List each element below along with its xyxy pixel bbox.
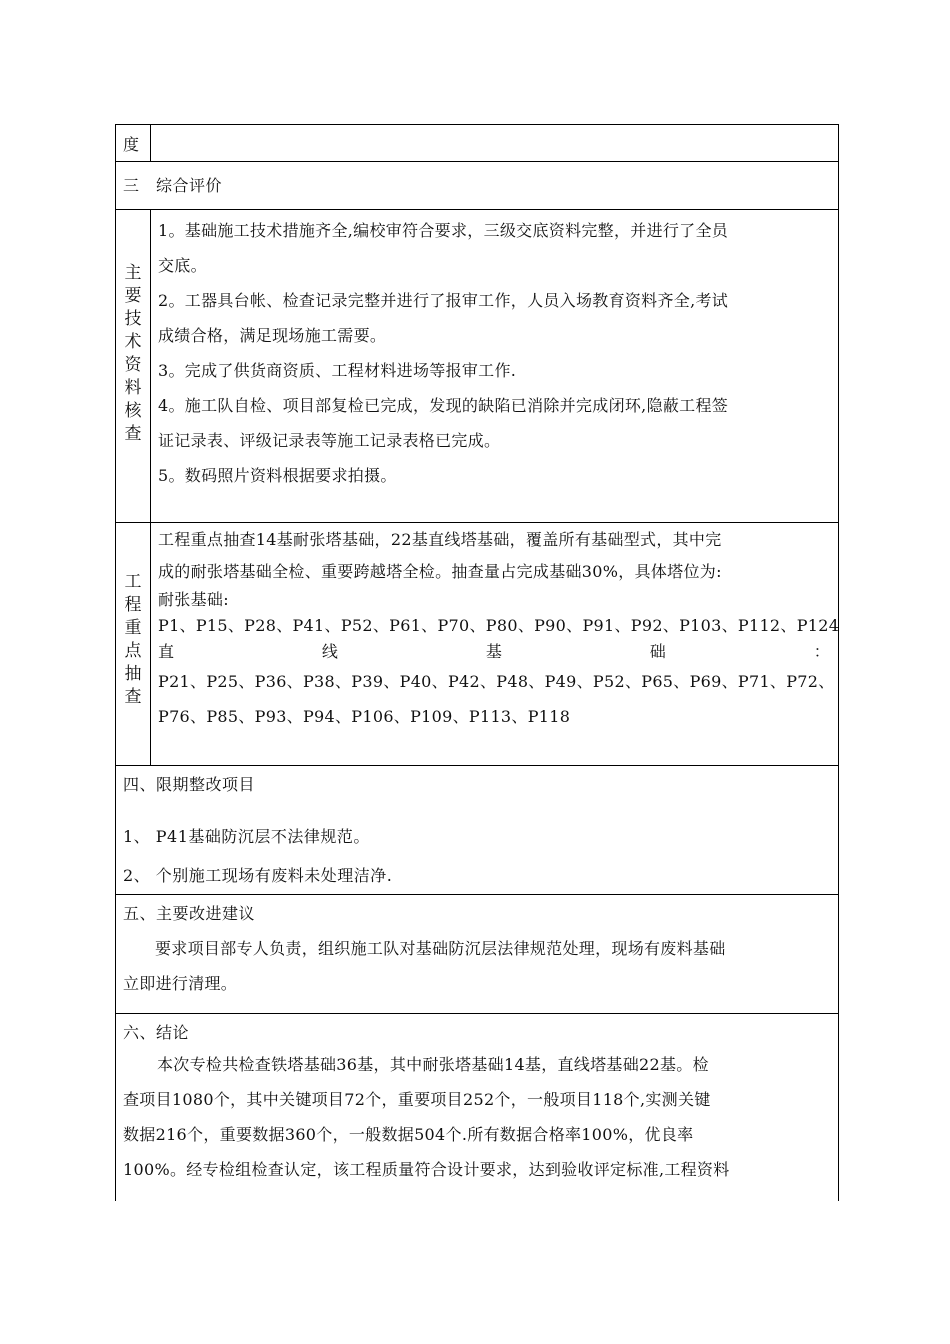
row-du [116,125,838,162]
spot-check-content: 工程重点抽查14基耐张塔基础，22基直线塔基础，覆盖所有基础型式，其中完 成的耐张塔基础全检、重要跨越塔全检。抽查量占完成基础30%，具体塔位为: 耐张基础: P1、P15、P28、P41、P52、P61、P70、P80、P90、P91、P92、P103、P112、P124 直 线 基 础 ： P21、P25、P36、P38、P39、P40、P42、P48、P49、P52、P65、P69、P71、P72、 P76、P85、P93、P94、P106、P109、P113、P118 [158,530,840,726]
section6-title: 六、结论 [123,1023,190,1042]
section6-content: 本次专检共检查铁塔基础36基，其中耐张塔基础14基，直线塔基础22基。检 查项目1080个，其中关键项目72个，重要项目252个，一般项目118个,实测关键 数据216个，重要数据360个，一般数据504个.所有数据合格率100%，优良率 100%。经专检组检查认定，该工程质量符合设计要求，达到验收评定标准,工程资料 [123,1055,730,1179]
tech-review-row [116,210,838,523]
section5-row [116,895,838,1014]
section3-title: 三 综合评价 [123,176,223,195]
evaluation-table [115,124,839,1201]
section4-item-1: 1、 P41基础防沉层不法律规范。 [123,827,370,846]
row-du-label: 度 [123,135,140,154]
section6-row [116,1014,838,1200]
section4-title: 四、限期整改项目 [123,775,256,794]
section4-row [116,766,838,895]
tech-review-label: 主 要 技 术 资 料 核 查 [124,263,142,444]
spot-check-row [116,523,838,766]
straight-line-heading: 直 线 基 础 ： [158,642,830,661]
section5-title: 五、主要改进建议 [123,904,256,923]
section4-item-2: 2、 个别施工现场有废料未处理洁净. [123,866,393,885]
tech-review-content: 1。基础施工技术措施齐全,编校审符合要求，三级交底资料完整，并进行了全员 交底。 2。工器具台帐、检查记录完整并进行了报审工作，人员入场教育资料齐全,考试 成绩合格，满足现场施工需要。 3。完成了供货商资质、工程材料进场等报审工作. 4。施工队自检、项目部复检已完成，发现的缺陷已消除并完成闭环,隐蔽工程签 证记录表、评级记录表等施工记录表格已完成。 5。数码照片资料根据要求拍摄。 [158,221,729,485]
section3-header [116,162,838,210]
section5-content: 要求项目部专人负责，组织施工队对基础防沉层法律规范处理，现场有废料基础 立即进行清理。 [123,939,726,993]
spot-check-label: 工 程 重 点 抽 查 [124,572,142,707]
